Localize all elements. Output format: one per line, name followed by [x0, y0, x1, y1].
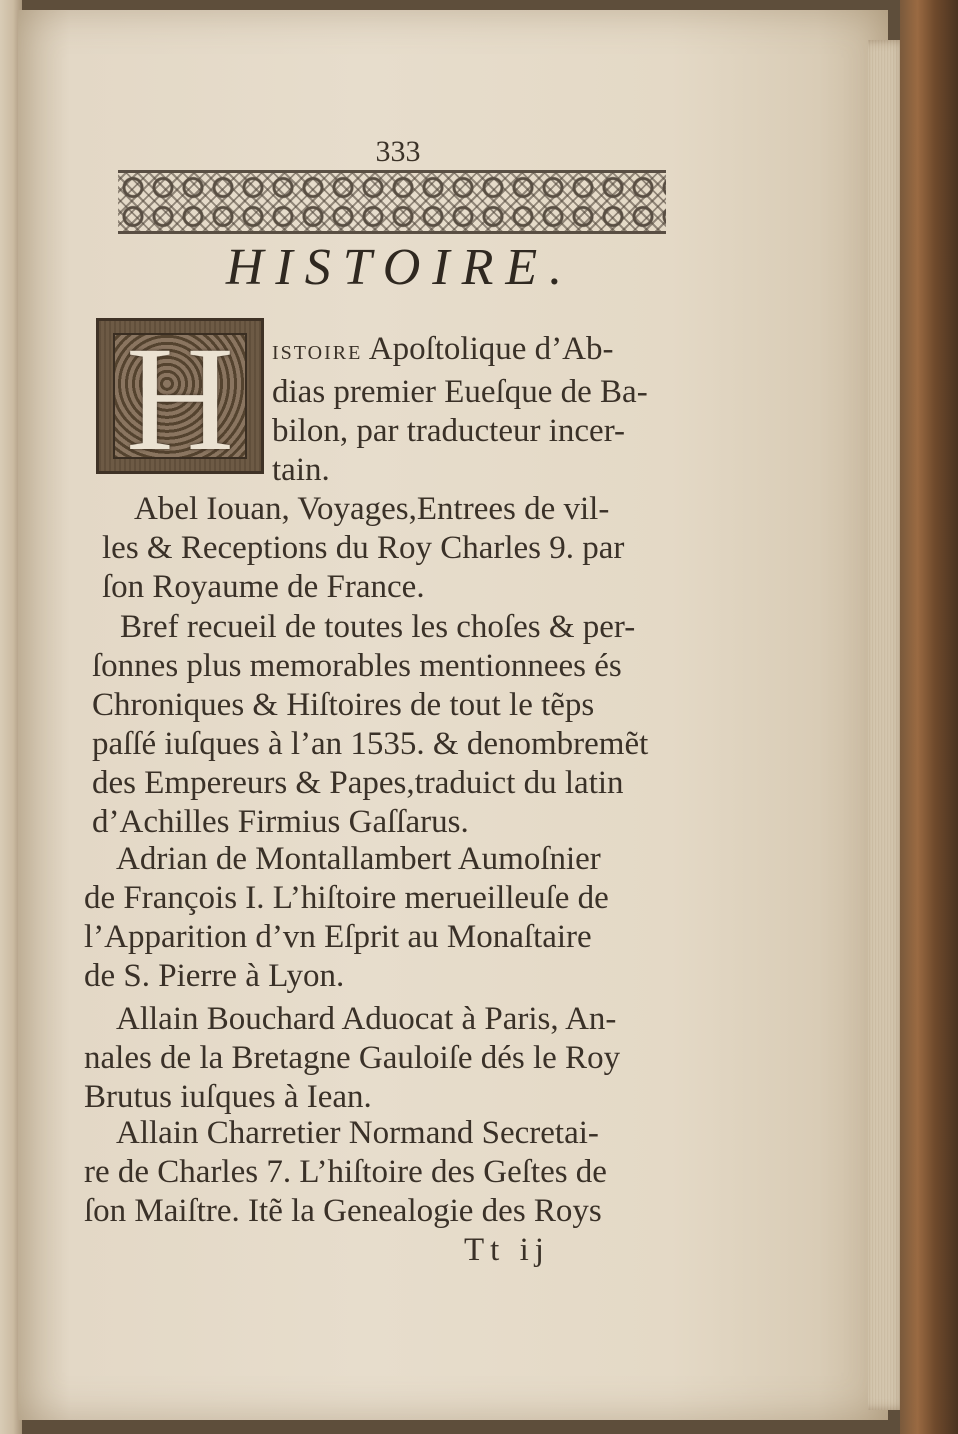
entry-line: tain.	[272, 452, 330, 488]
entry-line: ſonnes plus memorables mentionnees és	[92, 648, 622, 684]
entry-line: re de Charles 7. L’hiſtoire des Geſtes de	[84, 1154, 607, 1190]
drop-cap-letter: H	[125, 316, 235, 482]
entry-line: l’Apparition d’vn Eſprit au Monaſtaire	[84, 919, 592, 955]
entry-line: Allain Bouchard Aduocat à Paris, An-	[116, 1001, 617, 1037]
smallcaps-word: ISTOIRE	[272, 342, 363, 364]
entry-line: de S. Pierre à Lyon.	[84, 958, 345, 994]
entry-allain-charretier	[84, 1114, 607, 1231]
page-title: HISTOIRE.	[225, 239, 575, 296]
entry-adrian-montallambert	[84, 840, 609, 996]
entry-line: dias premier Eueſque de Ba-	[272, 374, 648, 410]
entry-line: Brutus iuſques à Iean.	[84, 1079, 372, 1115]
leather-binding	[900, 0, 958, 1434]
entry-line	[272, 330, 648, 373]
entry-abel-iouan	[102, 490, 625, 607]
entry-line: de François I. L’hiſtoire merueilleuſe de	[84, 880, 609, 916]
entry-line: Abel Iouan, Voyages,Entrees de vil-	[134, 491, 610, 527]
entry-allain-bouchard	[84, 1000, 621, 1117]
entry-bref-recueil	[92, 608, 649, 842]
entry-line: ſon Royaume de France.	[102, 569, 425, 605]
entry-line: des Empereurs & Papes,traduict du latin	[92, 765, 624, 801]
ornamental-headpiece	[118, 170, 666, 234]
entry-line: Chroniques & Hiſtoires de tout le tẽps	[92, 687, 595, 723]
drop-cap-woodcut	[96, 316, 264, 482]
entry-line: Allain Charretier Normand Secretai-	[116, 1115, 599, 1151]
entry-line: paſſé iuſques à l’an 1535. & denombremẽt	[92, 726, 649, 762]
entry-line: d’Achilles Firmius Gaſſarus.	[92, 804, 469, 840]
entry-line: bilon, par traducteur incer-	[272, 413, 626, 449]
entry-line: Bref recueil de toutes les choſes & per-	[120, 609, 636, 645]
entry-line: Adrian de Montallambert Aumoſnier	[116, 841, 601, 877]
entry-histoire-apostolique	[272, 330, 648, 490]
line-text: Apoſtolique d’Ab-	[362, 331, 614, 367]
entry-line: nales de la Bretagne Gauloiſe dés le Roy	[84, 1040, 621, 1076]
catchword-signature: Tt ij	[464, 1232, 550, 1268]
entry-line: les & Receptions du Roy Charles 9. par	[102, 530, 625, 566]
page-number: 333	[375, 135, 421, 168]
entry-line: ſon Maiſtre. Itẽ la Genealogie des Roys	[84, 1193, 602, 1229]
